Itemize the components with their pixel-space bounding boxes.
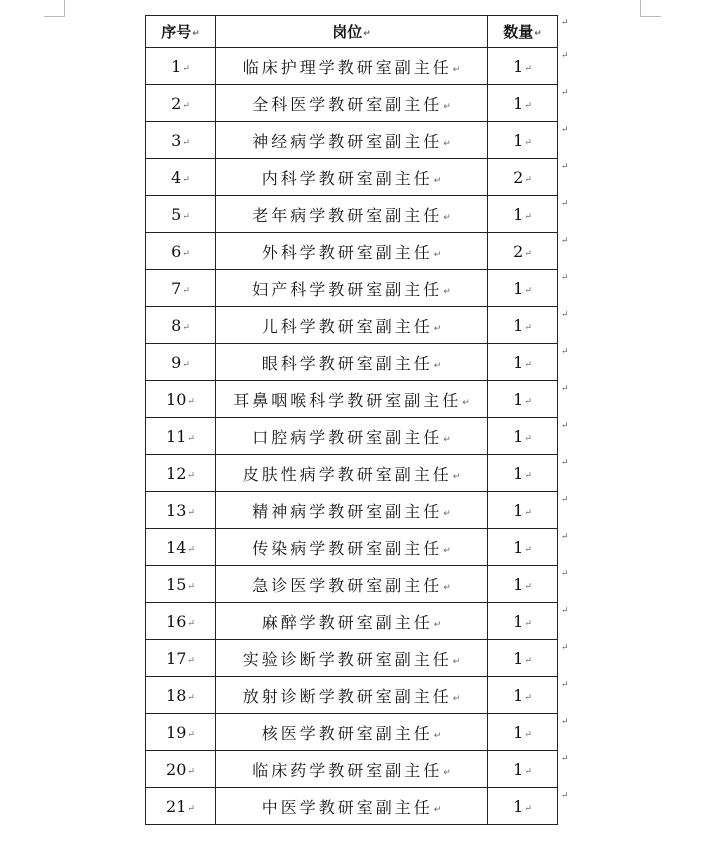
table-row [146,677,558,714]
position-quantity: 1 [513,574,524,594]
crop-mark-top-right [640,0,661,17]
position-quantity-cell [488,196,558,233]
position-title: 临床护理学教研室副主任 [242,57,452,77]
position-title-cell [216,48,488,85]
position-quantity: 1 [513,463,524,483]
position-quantity: 1 [513,278,524,298]
cell-end-mark: ↵ [524,803,532,814]
cell-end-mark: ↵ [524,544,532,555]
cell-end-mark: ↵ [524,433,532,444]
cell-end-mark: ↵ [524,692,532,703]
position-title-cell [216,159,488,196]
position-title: 妇产科学教研室副主任 [252,279,443,299]
position-title: 耳鼻咽喉科学教研室副主任 [233,390,462,410]
table-row [146,233,558,270]
cell-end-mark: ↵ [452,471,461,482]
position-quantity-cell [488,529,558,566]
position-title: 外科学教研室副主任 [261,242,433,262]
cell-end-mark: ↵ [182,359,190,370]
row-number: 4 [171,167,182,187]
cell-end-mark: ↵ [433,730,442,741]
cell-end-mark: ↵ [363,29,371,39]
cell-end-mark: ↵ [443,508,451,519]
position-quantity: 1 [513,352,524,372]
cell-end-mark: ↵ [182,211,190,222]
cell-end-mark: ↵ [187,581,195,592]
cell-end-mark: ↵ [524,618,532,629]
position-quantity-cell [488,418,558,455]
row-number-cell [146,492,216,529]
table-row [146,418,558,455]
row-number: 9 [171,352,182,372]
row-number: 1 [171,56,182,76]
row-end-mark: ↵ [561,791,569,801]
cell-end-mark: ↵ [187,729,195,740]
cell-end-mark: ↵ [433,619,442,630]
cell-end-mark: ↵ [452,693,461,704]
position-title-cell [216,307,488,344]
position-title: 全科医学教研室副主任 [252,94,443,114]
table-row [146,455,558,492]
row-end-mark: ↵ [561,569,569,579]
row-number: 15 [166,574,187,594]
row-end-mark: ↵ [561,347,569,357]
row-number: 5 [171,204,182,224]
cell-end-mark: ↵ [187,507,195,518]
cell-end-mark: ↵ [187,470,195,481]
row-number-cell [146,85,216,122]
cell-end-mark: ↵ [182,100,190,111]
position-quantity: 1 [513,426,524,446]
position-title-cell [216,677,488,714]
table-row [146,122,558,159]
row-end-mark: ↵ [561,162,569,172]
table-row [146,307,558,344]
table-row [146,529,558,566]
position-title: 核医学教研室副主任 [261,723,433,743]
row-number: 19 [166,722,187,742]
position-quantity-cell [488,640,558,677]
cell-end-mark: ↵ [443,212,451,223]
row-number-cell [146,751,216,788]
row-number: 10 [166,389,187,409]
row-number: 11 [166,426,187,446]
row-number: 16 [166,611,187,631]
position-quantity-cell [488,751,558,788]
position-title: 实验诊断学教研室副主任 [242,649,452,669]
header-quantity: 数量↵ [488,16,558,48]
cell-end-mark: ↵ [534,29,542,39]
table-header-row [146,16,558,48]
row-number-cell [146,196,216,233]
position-title-cell [216,455,488,492]
cell-end-mark: ↵ [443,101,451,112]
position-quantity: 1 [513,722,524,742]
position-title: 内科学教研室副主任 [261,168,433,188]
cell-end-mark: ↵ [433,175,442,186]
cell-end-mark: ↵ [182,322,190,333]
row-number: 21 [166,796,187,816]
row-end-mark: ↵ [561,236,569,246]
row-number: 7 [171,278,182,298]
cell-end-mark: ↵ [443,545,451,556]
row-number-cell [146,566,216,603]
table-row [146,381,558,418]
cell-end-mark: ↵ [524,211,532,222]
row-number: 18 [166,685,187,705]
table-row [146,566,558,603]
cell-end-mark: ↵ [187,433,195,444]
cell-end-mark: ↵ [524,766,532,777]
row-number: 17 [166,648,187,668]
row-number-cell [146,381,216,418]
row-end-mark: ↵ [561,680,569,690]
position-title-cell [216,344,488,381]
cell-end-mark: ↵ [443,767,451,778]
row-number-cell [146,270,216,307]
row-number-cell [146,418,216,455]
row-end-mark: ↵ [561,51,569,61]
table-row [146,48,558,85]
position-quantity-cell [488,788,558,825]
position-title-cell [216,381,488,418]
position-quantity: 1 [513,204,524,224]
position-title-cell [216,233,488,270]
row-end-mark: ↵ [561,310,569,320]
cell-end-mark: ↵ [524,359,532,370]
crop-mark-top-left [44,0,65,17]
row-end-mark: ↵ [561,458,569,468]
row-number: 3 [171,130,182,150]
position-quantity: 1 [513,389,524,409]
cell-end-mark: ↵ [187,692,195,703]
cell-end-mark: ↵ [524,322,532,333]
table-row [146,270,558,307]
cell-end-mark: ↵ [443,286,451,297]
position-title-cell [216,196,488,233]
cell-end-mark: ↵ [192,29,200,39]
position-quantity-cell [488,122,558,159]
position-quantity: 1 [513,500,524,520]
row-end-mark: ↵ [561,125,569,135]
position-quantity: 1 [513,648,524,668]
row-end-mark: ↵ [561,532,569,542]
row-end-mark: ↵ [561,384,569,394]
table-row [146,788,558,825]
position-quantity: 1 [513,685,524,705]
cell-end-mark: ↵ [182,137,190,148]
position-quantity: 1 [513,56,524,76]
position-title: 中医学教研室副主任 [261,797,433,817]
position-title-cell [216,640,488,677]
position-title: 眼科学教研室副主任 [261,353,433,373]
position-quantity-cell [488,566,558,603]
position-title-cell [216,751,488,788]
position-title: 急诊医学教研室副主任 [252,575,443,595]
position-title-cell [216,566,488,603]
row-number-cell [146,233,216,270]
cell-end-mark: ↵ [524,100,532,111]
cell-end-mark: ↵ [452,656,461,667]
position-quantity: 2 [513,167,524,187]
position-title: 临床药学教研室副主任 [252,760,443,780]
cell-end-mark: ↵ [187,803,195,814]
position-quantity: 1 [513,796,524,816]
position-quantity-cell [488,307,558,344]
position-title-cell [216,85,488,122]
row-number-cell [146,788,216,825]
row-number-cell [146,122,216,159]
cell-end-mark: ↵ [524,655,532,666]
table-row [146,714,558,751]
cell-end-mark: ↵ [187,655,195,666]
cell-end-mark: ↵ [433,323,442,334]
position-quantity-cell [488,48,558,85]
position-title-cell [216,418,488,455]
position-quantity: 1 [513,130,524,150]
row-end-mark: ↵ [561,643,569,653]
position-title: 精神病学教研室副主任 [252,501,443,521]
row-number: 6 [171,241,182,261]
row-number: 2 [171,93,182,113]
cell-end-mark: ↵ [182,174,190,185]
position-title: 老年病学教研室副主任 [252,205,443,225]
position-quantity-cell [488,85,558,122]
row-number-cell [146,529,216,566]
position-quantity: 2 [513,241,524,261]
row-number: 20 [166,759,187,779]
position-title: 传染病学教研室副主任 [252,538,443,558]
row-number-cell [146,48,216,85]
position-title: 神经病学教研室副主任 [252,131,443,151]
cell-end-mark: ↵ [443,434,451,445]
position-title: 儿科学教研室副主任 [261,316,433,336]
row-number-cell [146,307,216,344]
position-quantity-cell [488,344,558,381]
position-title: 放射诊断学教研室副主任 [242,686,452,706]
table-row [146,159,558,196]
position-quantity: 1 [513,93,524,113]
position-title: 麻醉学教研室副主任 [261,612,433,632]
cell-end-mark: ↵ [443,138,451,149]
header-position: 岗位↵ [216,16,488,48]
cell-end-mark: ↵ [433,360,442,371]
row-number: 13 [166,500,187,520]
position-quantity-cell [488,455,558,492]
cell-end-mark: ↵ [524,396,532,407]
cell-end-mark: ↵ [524,729,532,740]
position-quantity-cell [488,159,558,196]
table-row [146,751,558,788]
cell-end-mark: ↵ [187,396,195,407]
cell-end-mark: ↵ [524,285,532,296]
row-end-mark: ↵ [561,18,569,28]
cell-end-mark: ↵ [187,618,195,629]
row-number-cell [146,677,216,714]
row-number-cell [146,603,216,640]
table-row [146,344,558,381]
row-number-cell [146,344,216,381]
cell-end-mark: ↵ [187,766,195,777]
position-quantity-cell [488,603,558,640]
position-quantity-cell [488,233,558,270]
position-quantity-cell [488,270,558,307]
position-title: 皮肤性病学教研室副主任 [242,464,452,484]
position-quantity: 1 [513,759,524,779]
position-title-cell [216,492,488,529]
row-number: 12 [166,463,187,483]
position-quantity: 1 [513,537,524,557]
position-quantity: 1 [513,611,524,631]
table-row [146,196,558,233]
position-title-cell [216,529,488,566]
row-end-mark: ↵ [561,495,569,505]
position-title-cell [216,788,488,825]
position-quantity-cell [488,714,558,751]
cell-end-mark: ↵ [452,64,461,75]
positions-table [145,15,558,825]
cell-end-mark: ↵ [187,544,195,555]
row-number-cell [146,159,216,196]
cell-end-mark: ↵ [182,248,190,259]
cell-end-mark: ↵ [524,63,532,74]
position-title-cell [216,270,488,307]
row-number-cell [146,455,216,492]
cell-end-mark: ↵ [433,804,442,815]
row-end-mark: ↵ [561,273,569,283]
position-quantity: 1 [513,315,524,335]
cell-end-mark: ↵ [524,581,532,592]
row-number-cell [146,640,216,677]
position-title: 口腔病学教研室副主任 [252,427,443,447]
row-number: 14 [166,537,187,557]
cell-end-mark: ↵ [182,285,190,296]
cell-end-mark: ↵ [443,582,451,593]
row-end-mark: ↵ [561,717,569,727]
cell-end-mark: ↵ [524,470,532,481]
row-number: 8 [171,315,182,335]
table-row [146,492,558,529]
row-end-mark: ↵ [561,754,569,764]
cell-end-mark: ↵ [524,507,532,518]
header-no: 序号↵ [146,16,216,48]
table-row [146,85,558,122]
position-quantity-cell [488,677,558,714]
cell-end-mark: ↵ [462,397,470,408]
position-title-cell [216,714,488,751]
cell-end-mark: ↵ [182,63,190,74]
row-end-mark: ↵ [561,606,569,616]
table-row [146,640,558,677]
row-end-mark: ↵ [561,421,569,431]
cell-end-mark: ↵ [524,174,532,185]
position-title-cell [216,122,488,159]
cell-end-mark: ↵ [524,248,532,259]
row-end-mark: ↵ [561,199,569,209]
row-end-mark: ↵ [561,88,569,98]
table-row [146,603,558,640]
cell-end-mark: ↵ [524,137,532,148]
position-quantity-cell [488,492,558,529]
cell-end-mark: ↵ [433,249,442,260]
position-quantity-cell [488,381,558,418]
position-title-cell [216,603,488,640]
row-number-cell [146,714,216,751]
